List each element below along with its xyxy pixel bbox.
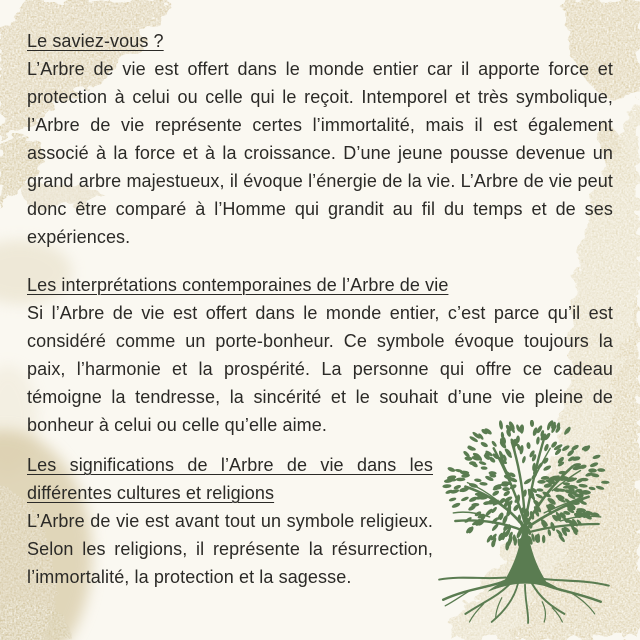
section-paragraph: L’Arbre de vie est avant tout un symbole religieux. Selon les religions, il représente la résurrection, l’immortalité, la protection et la sagesse. (27, 511, 433, 587)
section-contemporary-interpretations (27, 271, 613, 439)
section-heading: Le saviez-vous ? (27, 31, 164, 51)
section-heading: Les interprétations contemporaines de l’Arbre de vie (27, 275, 449, 295)
section-paragraph: Si l’Arbre de vie est offert dans le monde entier, c’est parce qu’il est considéré comme un porte-bonheur. Ce symbole évoque toujours la paix, l’harmonie et la prospérité. La personne qui offre ce cadeau témoigne la tendresse, la sincérité et le souhait d’une vie pleine de bonheur à celui ou celle qu’elle aime. (27, 303, 613, 435)
section-did-you-know (27, 27, 613, 251)
article (27, 27, 613, 591)
section-cultures-religions (27, 451, 433, 591)
section-heading: Les significations de l’Arbre de vie dans les différentes cultures et religions (27, 455, 433, 503)
section-paragraph: L’Arbre de vie est offert dans le monde entier car il apporte force et protection à celui ou celle qui le reçoit. Intemporel et très symbolique, l’Arbre de vie représente certes l’immortalité, mais il est également associé à la force et à la croissance. D’une jeune pousse devenue un grand arbre majestueux, il évoque l’énergie de la vie. L’Arbre de vie peut donc être comparé à l’Homme qui grandit au fil du temps et de ses expériences. (27, 59, 613, 247)
